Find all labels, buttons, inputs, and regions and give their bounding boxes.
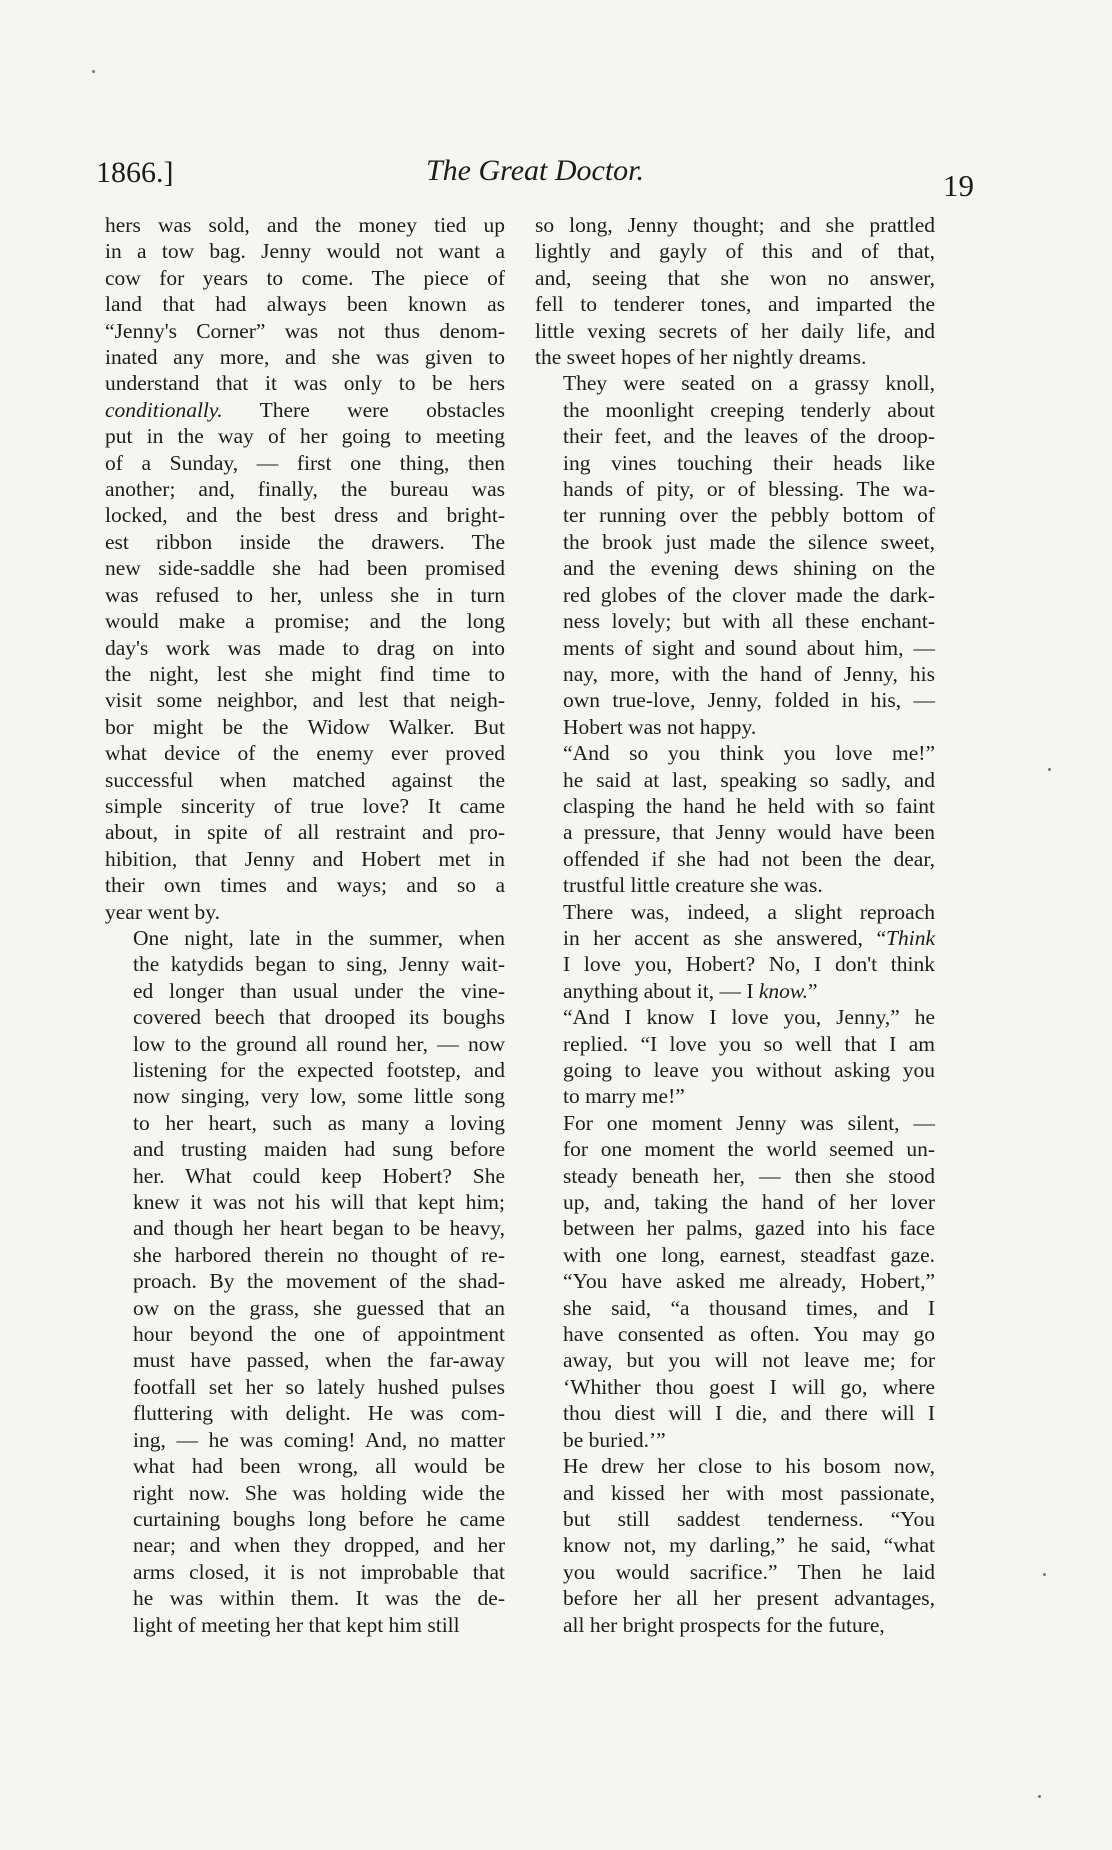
text-line: hour beyond the one of appointment [133,1322,505,1347]
text-line: ments of sight and sound about him, — [563,635,935,660]
text-line: own true-love, Jenny, folded in his, — [563,688,935,713]
text-line: replied. “I love you so well that I am [563,1031,935,1056]
paragraph [535,212,935,370]
text-line: her. What could keep Hobert? She [133,1163,505,1188]
text-line: of a Sunday, — first one thing, then [105,450,505,475]
text-line: their feet, and the leaves of the droop- [563,424,935,449]
paragraph [535,899,935,1005]
text-line: clasping the hand he held with so faint [563,793,935,818]
text-line: successful when matched against the [105,767,505,792]
page-speck [92,70,95,73]
paragraph [535,1004,935,1110]
text-line: “And I know I love you, Jenny,” he [563,1005,935,1030]
text-line: but still saddest tenderness. “You [563,1506,935,1531]
text-line: lightly and gayly of this and of that, [535,239,935,264]
text-line: low to the ground all round her, — now [133,1031,505,1056]
text-line: between her palms, gazed into his face [563,1216,935,1241]
text-line: thou diest will I die, and there will I [563,1401,935,1426]
text-line: I love you, Hobert? No, I don't think [563,952,935,977]
text-line: red globes of the clover made the dark- [563,582,935,607]
text-line: bor might be the Widow Walker. But [105,714,505,739]
text-line: he said at last, speaking so sadly, and [563,767,935,792]
text-line: a pressure, that Jenny would have been [563,820,935,845]
text-line: what had been wrong, all would be [133,1454,505,1479]
text-line: ‘Whither thou goest I will go, where [563,1374,935,1399]
paragraph [535,370,935,740]
text-line: cow for years to come. The piece of [105,265,505,290]
text-line: proach. By the movement of the shad- [133,1269,505,1294]
text-line: put in the way of her going to meeting [105,424,505,449]
text-line: must have passed, when the far-away [133,1348,505,1373]
paragraph [105,212,505,925]
text-line: anything about it, — I know.” [563,978,818,1003]
text-line: was refused to her, unless she in turn [105,582,505,607]
page-speck [1043,1573,1046,1576]
text-line: ter running over the pebbly bottom of [563,503,935,528]
text-line: They were seated on a grassy knoll, [563,371,935,396]
text-line: ness lovely; but with all these enchant- [563,609,935,634]
text-line: “Jenny's Corner” was not thus denom- [105,318,505,343]
text-line: He drew her close to his bosom now, [563,1454,935,1479]
text-line: ing, — he was coming! And, no matter [133,1427,505,1452]
text-line: light of meeting her that kept him still [133,1612,460,1637]
text-line: There was, indeed, a slight reproach [563,899,935,924]
text-line: footfall set her so lately hushed pulses [133,1374,505,1399]
text-line: year went by. [105,899,221,924]
text-line: ing vines touching their heads like [563,450,935,475]
text-line: up, and, taking the hand of her lover [563,1190,935,1215]
header-year: 1866.] [96,156,174,189]
text-line: land that had always been known as [105,292,505,317]
text-line: Hobert was not happy. [563,714,757,739]
text-line: in a tow bag. Jenny would not want a [105,239,505,264]
text-line: understand that it was only to be hers [105,371,505,396]
text-line: hers was sold, and the money tied up [105,213,505,237]
right-column [535,212,935,1638]
text-line: conditionally. There were obstacles [105,397,505,422]
text-line: to her heart, such as many a loving [133,1110,505,1135]
text-line: you would sacrifice.” Then he laid [563,1559,935,1584]
text-line: going to leave you without asking you [563,1058,935,1082]
text-line: he was within them. It was the de- [133,1586,505,1611]
page-speck [1048,768,1051,771]
text-line: curtaining boughs long before he came [133,1506,505,1531]
paragraph [535,1453,935,1638]
text-line: the katydids began to sing, Jenny wait- [133,952,505,977]
text-line: for one moment the world seemed un- [563,1137,935,1162]
paragraph [105,925,505,1638]
text-line: knew it was not his will that kept him; [133,1190,505,1215]
text-line: and kissed her with most passionate, [563,1480,935,1505]
text-line: fell to tenderer tones, and imparted the [535,292,935,317]
text-line: nay, more, with the hand of Jenny, his [563,661,935,686]
left-column [105,212,505,1638]
text-line: would make a promise; and the long [105,609,505,634]
text-line: steady beneath her, — then she stood [563,1163,935,1188]
text-line: locked, and the best dress and bright- [105,503,505,528]
page-number: 19 [943,168,974,203]
text-line: hands of pity, or of blessing. The wa- [563,477,935,502]
text-line: visit some neighbor, and lest that neigh- [105,688,505,713]
text-line: in her accent as she answered, “Think [563,925,935,950]
text-line: est ribbon inside the drawers. The [105,529,505,554]
text-line: their own times and ways; and so a [105,873,505,898]
text-line: about, in spite of all restraint and pro- [105,820,505,845]
text-line: and trusting maiden had sung before [133,1137,505,1162]
text-line: trustful little creature she was. [563,873,823,898]
text-line: the night, lest she might find time to [105,661,505,686]
text-line: the brook just made the silence sweet, [563,529,935,554]
text-line: hibition, that Jenny and Hobert met in [105,846,505,871]
text-line: ow on the grass, she guessed that an [133,1295,505,1320]
text-line: the moonlight creeping tenderly about [563,397,935,422]
text-line: little vexing secrets of her daily life, and [535,318,935,343]
text-line: what device of the enemy ever proved [105,741,505,766]
text-line: day's work was made to drag on into [105,635,505,660]
paragraph [535,740,935,898]
text-line: now singing, very low, some little song [133,1084,505,1109]
text-line: with one long, earnest, steadfast gaze. [563,1242,935,1267]
text-line: before her all her present advantages, [563,1586,935,1611]
text-line: One night, late in the summer, when [133,925,505,950]
paragraph [535,1110,935,1453]
text-line: to marry me!” [563,1084,685,1109]
text-line: have consented as often. You may go [563,1322,935,1347]
header-title: The Great Doctor. [425,154,645,187]
text-line: and though her heart began to be heavy, [133,1216,505,1241]
text-line: know not, my darling,” he said, “what [563,1533,935,1558]
text-line: “You have asked me already, Hobert,” [563,1269,935,1294]
text-line: “And so you think you love me!” [563,741,935,766]
running-header [96,150,974,203]
text-line: new side-saddle she had been promised [105,556,505,581]
text-line: away, but you will not leave me; for [563,1348,935,1373]
text-line: be buried.’” [563,1427,666,1452]
text-line: the sweet hopes of her nightly dreams. [535,345,867,370]
text-line: fluttering with delight. He was com- [133,1401,505,1426]
text-line: all her bright prospects for the future, [563,1612,885,1637]
text-line: another; and, finally, the bureau was [105,477,505,502]
text-line: near; and when they dropped, and her [133,1533,505,1558]
text-line: offended if she had not been the dear, [563,846,935,871]
text-line: inated any more, and she was given to [105,345,505,370]
text-line: she harbored therein no thought of re- [133,1242,505,1267]
text-line: simple sincerity of true love? It came [105,793,505,818]
text-line: listening for the expected footstep, and [133,1058,505,1082]
text-line: and, seeing that she won no answer, [535,265,935,290]
page-speck [1038,1795,1041,1798]
text-line: and the evening dews shining on the [563,556,935,581]
text-line: covered beech that drooped its boughs [133,1005,505,1030]
text-line: so long, Jenny thought; and she prattled [535,213,935,237]
text-line: For one moment Jenny was silent, — [563,1110,935,1135]
text-line: arms closed, it is not improbable that [133,1559,505,1584]
text-line: right now. She was holding wide the [133,1480,505,1505]
text-line: she said, “a thousand times, and I [563,1295,935,1320]
text-line: ed longer than usual under the vine- [133,978,505,1003]
